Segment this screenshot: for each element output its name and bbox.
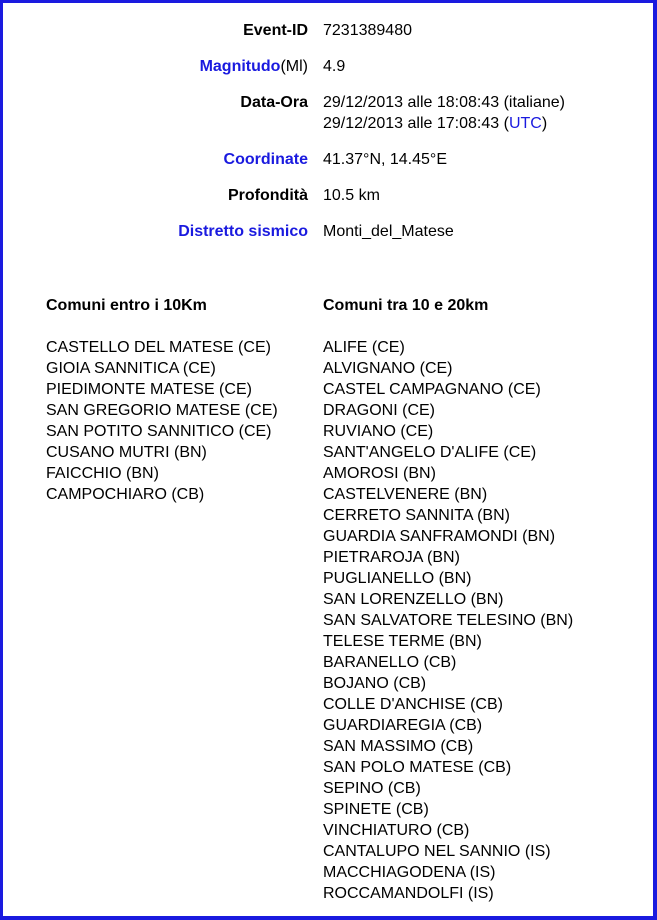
list-item: ROCCAMANDOLFI (IS) <box>323 885 494 902</box>
data-ora-utc <box>323 113 643 134</box>
list-item: ALIFE (CE) <box>323 339 405 356</box>
list-item: SANT'ANGELO D'ALIFE (CE) <box>323 444 537 461</box>
distretto-value: Monti_del_Matese <box>323 223 454 240</box>
data-ora-value <box>308 92 643 134</box>
list-item: SAN SALVATORE TELESINO (BN) <box>323 612 574 629</box>
list-item: FAICCHIO (BN) <box>46 465 159 482</box>
event-id-value: 7231389480 <box>323 22 412 39</box>
list-item: AMOROSI (BN) <box>323 465 436 482</box>
list-item: CASTELLO DEL MATESE (CE) <box>46 339 271 356</box>
magnitudo-link[interactable]: Magnitudo <box>199 58 281 75</box>
list-item: ALVIGNANO (CE) <box>323 360 453 377</box>
data-ora-local: 29/12/2013 alle 18:08:43 (italiane) <box>323 94 565 111</box>
list-item: GUARDIAREGIA (CB) <box>323 717 483 734</box>
magnitudo-value: 4.9 <box>323 58 346 75</box>
list-item: CAMPOCHIARO (CB) <box>46 486 205 503</box>
magnitudo-label-container <box>3 56 308 77</box>
list-item: GIOIA SANNITICA (CE) <box>46 360 216 377</box>
coordinate-row <box>3 149 643 170</box>
within-10km-column <box>46 295 321 505</box>
data-ora-utc-suffix: ) <box>541 115 548 132</box>
list-item: MACCHIAGODENA (IS) <box>323 864 496 881</box>
list-item: BARANELLO (CB) <box>323 654 457 671</box>
profondita-row <box>3 185 643 206</box>
list-item: PIEDIMONTE MATESE (CE) <box>46 381 252 398</box>
data-ora-utc-prefix: 29/12/2013 alle 17:08:43 ( <box>323 115 509 132</box>
list-item: CERRETO SANNITA (BN) <box>323 507 510 524</box>
within-10km-list <box>46 337 321 505</box>
list-item: VINCHIATURO (CB) <box>323 822 470 839</box>
between-10-20km-list <box>323 337 643 904</box>
list-item: PIETRAROJA (BN) <box>323 549 460 566</box>
list-item: CANTALUPO NEL SANNIO (IS) <box>323 843 551 860</box>
list-item: RUVIANO (CE) <box>323 423 434 440</box>
list-item: CUSANO MUTRI (BN) <box>46 444 207 461</box>
profondita-label: Profondità <box>228 187 308 204</box>
distretto-sismico-link[interactable]: Distretto sismico <box>178 223 308 240</box>
list-item: DRAGONI (CE) <box>323 402 435 419</box>
list-item: PUGLIANELLO (BN) <box>323 570 472 587</box>
event-id-row <box>3 20 643 41</box>
list-item: SAN GREGORIO MATESE (CE) <box>46 402 278 419</box>
list-item: SAN POLO MATESE (CB) <box>323 759 512 776</box>
between-10-20km-title: Comuni tra 10 e 20km <box>323 297 489 314</box>
list-item: CASTELVENERE (BN) <box>323 486 488 503</box>
list-item: COLLE D'ANCHISE (CB) <box>323 696 503 713</box>
coordinate-link[interactable]: Coordinate <box>223 151 308 168</box>
list-item: BOJANO (CB) <box>323 675 427 692</box>
list-item: SPINETE (CB) <box>323 801 429 818</box>
utc-link[interactable]: UTC <box>508 115 542 132</box>
coordinate-value: 41.37°N, 14.45°E <box>323 151 447 168</box>
list-item: GUARDIA SANFRAMONDI (BN) <box>323 528 556 545</box>
list-item: SAN POTITO SANNITICO (CE) <box>46 423 272 440</box>
magnitudo-unit: (Ml) <box>280 58 308 75</box>
between-10-20km-column <box>323 295 643 904</box>
list-item: SEPINO (CB) <box>323 780 421 797</box>
event-info-table <box>3 20 643 257</box>
list-item: TELESE TERME (BN) <box>323 633 482 650</box>
within-10km-title: Comuni entro i 10Km <box>46 297 207 314</box>
list-item: SAN LORENZELLO (BN) <box>323 591 504 608</box>
data-ora-label: Data-Ora <box>240 94 308 111</box>
list-item: SAN MASSIMO (CB) <box>323 738 474 755</box>
list-item: CASTEL CAMPAGNANO (CE) <box>323 381 541 398</box>
distretto-row <box>3 221 643 242</box>
magnitudo-row <box>3 56 643 77</box>
data-ora-row <box>3 92 643 134</box>
profondita-value: 10.5 km <box>323 187 380 204</box>
event-id-label: Event-ID <box>243 22 308 39</box>
